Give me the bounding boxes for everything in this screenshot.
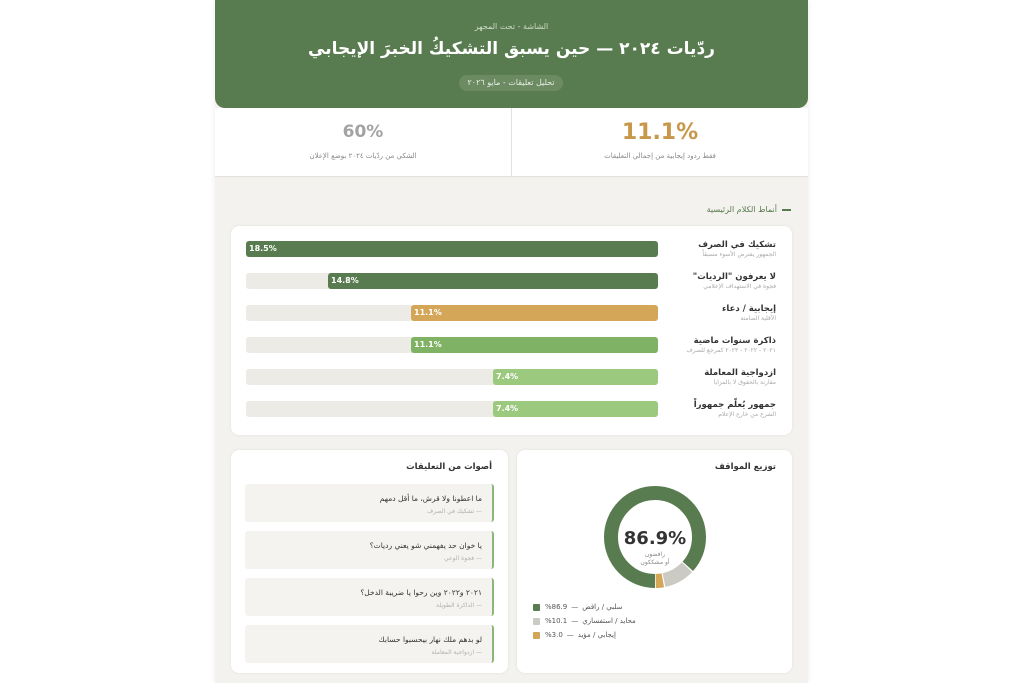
theme-title: جمهور يُعلّم جمهوراً: [693, 400, 776, 410]
theme-label: [686, 336, 776, 354]
donut-center-label-2: أو مشككون: [640, 559, 670, 566]
legend-pct: %86.9: [545, 603, 568, 611]
legend-sep: —: [571, 603, 579, 611]
quote-item: [245, 625, 494, 663]
report-page: [215, 0, 808, 683]
legend-row: [533, 630, 616, 640]
theme-bar-value: 14.8%: [331, 276, 359, 285]
header-pill: تحليل تعليقات - مايو ٢٠٢٦: [459, 75, 563, 91]
legend-label: إيجابي / مؤيد: [577, 631, 616, 639]
legend-row: [533, 602, 622, 612]
theme-bar-track: [246, 305, 658, 321]
theme-label: [693, 400, 776, 418]
quote-item: [245, 484, 494, 522]
legend-sep: —: [566, 631, 574, 639]
themes-card: [231, 226, 792, 435]
stats-divider: [511, 108, 512, 176]
theme-label: [696, 368, 776, 386]
quote-tag: — تشكيك في الصرف: [426, 508, 482, 515]
theme-subtitle: مقارنة بالحقوق لا بالمزايا: [713, 379, 776, 386]
theme-bar-track: [246, 241, 658, 257]
theme-bar: [411, 305, 658, 321]
quote-tag: — الذاكرة الطويلة: [436, 602, 482, 609]
theme-label: [696, 304, 776, 322]
page-title: ردّيات ٢٠٢٤ — حين يسبق التشكيكُ الخبرَ الإيجابي: [308, 39, 715, 59]
theme-bar: [328, 273, 658, 289]
quote-tag: — ازدواجية المعاملة: [431, 649, 482, 656]
legend-swatch: [533, 618, 540, 625]
themes-section-label: أنماط الكلام الرئيسية: [706, 205, 777, 214]
stat-value: 11.1%: [621, 120, 699, 145]
legend-row: [533, 616, 636, 626]
donut-center-label-1: رافضون: [644, 551, 666, 558]
theme-subtitle: الشرح من خارج الإعلام: [718, 411, 776, 418]
quote-item: [245, 578, 494, 616]
legend-swatch: [533, 632, 540, 639]
theme-title: ازدواجية المعاملة: [704, 368, 776, 378]
legend-sep: —: [571, 617, 579, 625]
theme-bar: [246, 241, 658, 257]
theme-bar-value: 7.4%: [496, 372, 519, 381]
header-eyebrow: الشاشة - تحت المجهر: [474, 22, 549, 31]
stat-positive: [512, 108, 808, 176]
theme-bar: [411, 337, 658, 353]
legend-pct: %10.1: [545, 617, 568, 625]
theme-title: ذاكرة سنوات ماضية: [693, 336, 776, 346]
stat-label: فقط ردود إيجابية من إجمالي التعليقات: [604, 152, 716, 160]
legend-swatch: [533, 604, 540, 611]
stance-title: توزيع المواقف: [714, 462, 776, 472]
legend-label: سلبي / رافض: [582, 603, 623, 611]
themes-section-title: [707, 205, 791, 214]
stance-donut-chart: [600, 482, 710, 592]
theme-title: لا يعرفون "الرديات": [692, 272, 776, 282]
theme-label: [696, 240, 776, 258]
theme-bar-value: 7.4%: [496, 404, 519, 413]
stance-card: [517, 450, 792, 673]
theme-subtitle: الأقلية الصامتة: [740, 315, 776, 322]
theme-bar: [493, 369, 658, 385]
donut-center-value: 86.9%: [623, 528, 687, 549]
theme-title: تشكيك في الصرف: [698, 240, 776, 250]
theme-subtitle: فجوة في الاستهداف الإعلامي: [703, 283, 776, 290]
quote-text: ما اعطونا ولا قرش، ما أقل دمهم: [379, 494, 482, 503]
stat-value: 60%: [342, 122, 384, 142]
quote-text: لو بدهم ملك نهار بيحسبوا حسابك: [378, 635, 482, 644]
quote-item: [245, 531, 494, 569]
theme-bar-value: 11.1%: [414, 340, 442, 349]
section-dash-icon: [782, 209, 791, 211]
theme-bar-track: [246, 369, 658, 385]
theme-bar: [493, 401, 658, 417]
stat-label: الشكي من ردّيات ٢٠٢٤ بوضع الإعلان: [309, 152, 417, 160]
theme-bar-value: 18.5%: [249, 244, 277, 253]
quotes-card: [231, 450, 508, 673]
theme-label: [692, 272, 776, 290]
theme-bar-track: [246, 401, 658, 417]
theme-subtitle: ٢٠٢١ - ٢٠٢٢ - ٢٠٢٣ كمرجع للصرف: [686, 347, 776, 354]
quotes-title: أصوات من التعليقات: [406, 462, 492, 472]
theme-bar-value: 11.1%: [414, 308, 442, 317]
theme-bar-track: [246, 273, 658, 289]
theme-title: إيجابية / دعاء: [722, 304, 776, 314]
quote-text: ٢٠٢١ و٢٠٢٢ وين رحوا يا ضريبة الدخل؟: [360, 588, 482, 597]
quote-text: يا خوان حد يفهمني شو يعني رديات؟: [369, 541, 482, 550]
stats-bar: [215, 108, 808, 177]
stat-skeptic: [215, 108, 511, 176]
theme-subtitle: الجمهور يفترض الأسوء مسبقاً: [702, 251, 776, 258]
legend-label: محايد / استفساري: [582, 617, 636, 625]
report-header: [215, 0, 808, 108]
quote-tag: — فجوة الوعي: [444, 555, 482, 562]
legend-pct: %3.0: [545, 631, 563, 639]
theme-bar-track: [246, 337, 658, 353]
